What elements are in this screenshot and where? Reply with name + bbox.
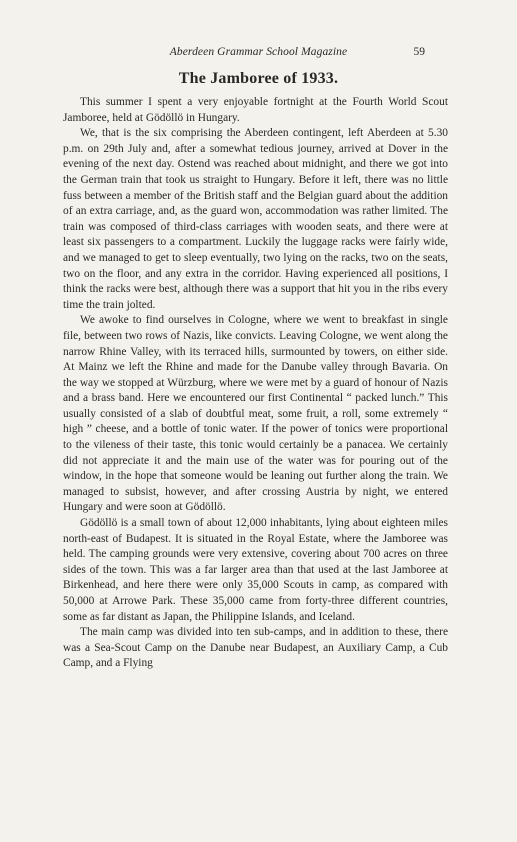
paragraph: This summer I spent a very enjoyable fortnight at the Fourth World Scout Jamboree, held at Gödöllö in Hungary. bbox=[63, 96, 448, 124]
running-head bbox=[0, 44, 517, 60]
paragraph: The main camp was divided into ten sub-camps, and in addition to these, there was a Sea-Scout Camp on the Danube near Budapest, an Auxiliary Camp, a Cub Camp, and a Flying bbox=[63, 626, 448, 670]
page-number: 59 bbox=[413, 46, 425, 58]
paragraph: We awoke to find ourselves in Cologne, where we went to breakfast in single file, between two rows of Nazis, like convicts. Leaving Cologne, we went along the narrow Rhine Valley, with its terraced hills, surmounted by towers, on either side. At Mainz we left the Rhine and made for the Danube valley through Bavaria. On the way we stopped at Würzburg, where we were met by a guard of honour of Nazis and a brass band. Here we encountered our first Continental “ packed lunch.” This usually consisted of a slab of doubtful meat, some fruit, a roll, some extremely “ high ” cheese, and a bottle of tonic water. If the power of tonics were proportional to the vileness of their taste, this tonic would certainly be a panacea. We certainly did not appreciate it and the main use of the water was for pouring out of the window, in the hope that someone would be leaning out further along the train. We managed to subsist, however, and after crossing Austria by night, we entered Hungary and were soon at Gödöllö. bbox=[63, 314, 448, 514]
paragraph: We, that is the six comprising the Aberdeen contingent, left Aberdeen at 5.30 p.m. on 29th July and, after a somewhat tedious journey, arrived at Dover in the evening of the next day. Ostend was reached about midnight, and there we got into the German train that took us straight to Hungary. Before it left, there was no little fuss between a member of the British staff and the Belgian guard about the addition of an extra carriage, and, as the guard won, accommodation was rather limited. The train was composed of third-class carriages with wooden seats, and there were at least six passengers to a compartment. Luckily the luggage racks were fairly wide, and we managed to get to sleep eventually, two lying on the racks, two on the seats, two on the floor, and any extra in the corridor. Having experienced all positions, I think the racks were best, although there was a support that hit you in the ribs every time the train jolted. bbox=[63, 127, 448, 311]
paragraph: Gödöllö is a small town of about 12,000 inhabitants, lying about eighteen miles north-east of Budapest. It is situated in the Royal Estate, where the Jamboree was held. The camping grounds were very extensive, covering about 700 acres on three sides of the town. This was a far larger area than that used at the last Jamboree at Birkenhead, and here there were only 35,000 Scouts in camp, as compared with 50,000 at Arrowe Park. These 35,000 came from forty-three different countries, some as far distant as Japan, the Philippine Islands, and Iceland. bbox=[63, 517, 448, 623]
journal-title: Aberdeen Grammar School Magazine bbox=[169, 46, 348, 58]
article-body bbox=[63, 95, 448, 672]
article-title: The Jamboree of 1933. bbox=[178, 70, 339, 87]
